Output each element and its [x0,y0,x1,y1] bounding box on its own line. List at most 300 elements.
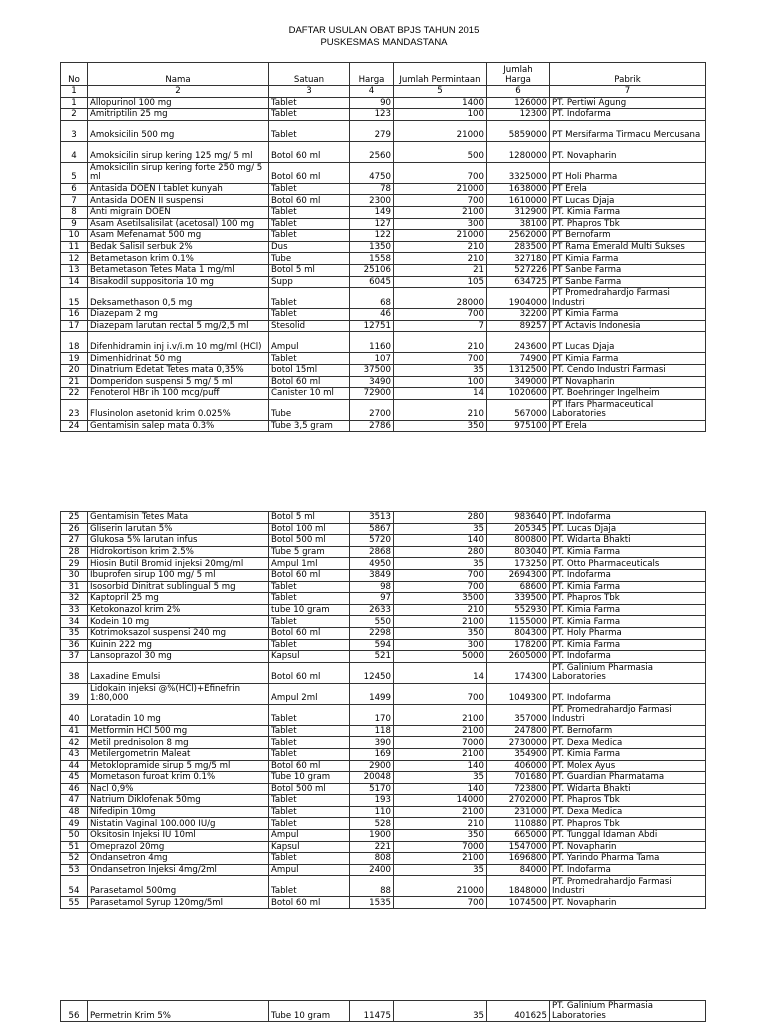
row-no: 49 [61,818,88,830]
drug-name: Permetrin Krim 5% [88,1001,269,1022]
table-row [61,512,706,524]
drug-total: 89257 [487,320,550,332]
drug-unit: Tablet [269,748,350,760]
drug-quantity: 21 [394,264,487,276]
drug-manufacturer: PT. Guardian Pharmatama [550,772,706,784]
drug-total: 2702000 [487,795,550,807]
drug-total: 12300 [487,109,550,121]
drug-price: 528 [350,818,394,830]
drug-quantity: 350 [394,420,487,432]
drug-quantity: 700 [394,569,487,581]
drug-manufacturer: PT Sanbe Farma [550,276,706,288]
drug-quantity: 14 [394,388,487,400]
drug-unit: Botol 60 ml [269,627,350,639]
drug-price: 170 [350,704,394,725]
drug-total: 2605000 [487,651,550,663]
drug-total: 723800 [487,783,550,795]
row-no: 35 [61,627,88,639]
drug-manufacturer: PT. Novapharin [550,897,706,909]
drug-unit: Botol 60 ml [269,141,350,162]
drug-price: 118 [350,725,394,737]
drug-price: 808 [350,853,394,865]
drug-name: Flusinolon asetonid krim 0.025% [88,399,269,420]
drug-price: 521 [350,651,394,663]
drug-quantity: 1400 [394,97,487,109]
table-row [61,253,706,265]
drug-name: Hidrokortison krim 2.5% [88,546,269,558]
drug-quantity: 210 [394,818,487,830]
drug-price: 2298 [350,627,394,639]
drug-unit: Tablet [269,737,350,749]
drug-unit: Ampul [269,830,350,842]
table-row [61,241,706,253]
row-no: 48 [61,806,88,818]
row-no: 12 [61,253,88,265]
drug-unit: Canister 10 ml [269,388,350,400]
drug-total: 800800 [487,535,550,547]
column-number: 7 [550,86,706,98]
drug-price: 1499 [350,683,394,704]
drug-quantity: 100 [394,109,487,121]
drug-name: Betametason krim 0.1% [88,253,269,265]
drug-manufacturer: PT. Kimia Farma [550,604,706,616]
drug-price: 221 [350,841,394,853]
drug-quantity: 700 [394,581,487,593]
row-no: 39 [61,683,88,704]
table-row [61,320,706,332]
drug-name: Nacl 0,9% [88,783,269,795]
drug-name: Omeprazol 20mg [88,841,269,853]
drug-quantity: 210 [394,332,487,353]
drug-manufacturer: PT Novapharin [550,376,706,388]
table-row [61,546,706,558]
drug-manufacturer: PT Kimia Farma [550,309,706,321]
drug-name: Isosorbid Dinitrat sublingual 5 mg [88,581,269,593]
drug-price: 2633 [350,604,394,616]
drug-quantity: 35 [394,772,487,784]
table-row [61,109,706,121]
drug-total: 74900 [487,353,550,365]
drug-total: 1020600 [487,388,550,400]
drug-unit: Tube 5 gram [269,546,350,558]
table-row [61,535,706,547]
drug-total: 173250 [487,558,550,570]
table-row [61,662,706,683]
drug-unit: Tablet [269,806,350,818]
drug-quantity: 105 [394,276,487,288]
table-row [61,388,706,400]
table-row [61,288,706,309]
drug-price: 107 [350,353,394,365]
drug-manufacturer: PT Actavis Indonesia [550,320,706,332]
row-no: 41 [61,725,88,737]
table-row [61,818,706,830]
drug-name: Asam Asetilsalisilat (acetosal) 100 mg [88,218,269,230]
drug-quantity: 2100 [394,853,487,865]
drug-manufacturer: PT. Boehringer Ingelheim [550,388,706,400]
drug-quantity: 700 [394,309,487,321]
drug-price: 390 [350,737,394,749]
row-no: 29 [61,558,88,570]
drug-name: Laxadine Emulsi [88,662,269,683]
document-title: DAFTAR USULAN OBAT BPJS TAHUN 2015 [288,25,480,36]
drug-total: 401625 [487,1001,550,1022]
drug-manufacturer: PT. Novapharin [550,841,706,853]
row-no: 37 [61,651,88,663]
drug-manufacturer: PT Bernofarm [550,230,706,242]
drug-name: Bisakodil suppositoria 10 mg [88,276,269,288]
drug-price: 594 [350,639,394,651]
drug-total: 1049300 [487,683,550,704]
drug-total: 406000 [487,760,550,772]
table-row [61,783,706,795]
drug-unit: Tube [269,253,350,265]
drug-price: 169 [350,748,394,760]
drug-quantity: 7000 [394,841,487,853]
drug-price: 2786 [350,420,394,432]
drug-price: 1160 [350,332,394,353]
drug-name: Bedak Salisil serbuk 2% [88,241,269,253]
table-row [61,581,706,593]
drug-name: Parasetamol 500mg [88,876,269,897]
row-no: 28 [61,546,88,558]
table-row [61,841,706,853]
drug-name: Gliserin larutan 5% [88,523,269,535]
drug-table-section-1 [60,62,706,432]
drug-name: Amoksicilin 500 mg [88,120,269,141]
row-no: 52 [61,853,88,865]
drug-price: 46 [350,309,394,321]
drug-manufacturer: PT Kimia Farma [550,253,706,265]
drug-unit: Ampul [269,332,350,353]
drug-unit: Tablet [269,183,350,195]
drug-name: Nistatin Vaginal 100.000 IU/g [88,818,269,830]
drug-total: 205345 [487,523,550,535]
drug-quantity: 350 [394,830,487,842]
drug-manufacturer: PT. Pertiwi Agung [550,97,706,109]
drug-total: 2694300 [487,569,550,581]
drug-unit: Tablet [269,353,350,365]
drug-manufacturer: PT. Galinium Pharmasia Laboratories [550,662,706,683]
document-subtitle: PUSKESMAS MANDASTANA [320,37,448,48]
drug-manufacturer: PT. Phapros Tbk [550,218,706,230]
drug-manufacturer: PT. Promedrahardjo Farmasi Industri [550,704,706,725]
drug-quantity: 140 [394,760,487,772]
drug-quantity: 2100 [394,616,487,628]
drug-name: Kotrimoksazol suspensi 240 mg [88,627,269,639]
drug-manufacturer: PT Holi Pharma [550,162,706,183]
drug-quantity: 21000 [394,230,487,242]
drug-price: 3513 [350,512,394,524]
drug-name: Gentamisin salep mata 0.3% [88,420,269,432]
drug-manufacturer: PT. Yarindo Pharma Tama [550,853,706,865]
drug-total: 357000 [487,704,550,725]
drug-unit: Tablet [269,795,350,807]
drug-price: 25106 [350,264,394,276]
drug-name: Domperidon suspensi 5 mg/ 5 ml [88,376,269,388]
drug-total: 339500 [487,593,550,605]
row-no: 53 [61,864,88,876]
table-row [61,593,706,605]
drug-manufacturer: PT. Widarta Bhakti [550,783,706,795]
drug-price: 5867 [350,523,394,535]
drug-name: Kodein 10 mg [88,616,269,628]
drug-total: 32200 [487,309,550,321]
drug-name: Amoksicilin sirup kering 125 mg/ 5 ml [88,141,269,162]
row-no: 31 [61,581,88,593]
drug-manufacturer: PT Erela [550,183,706,195]
row-no: 15 [61,288,88,309]
drug-manufacturer: PT. Indofarma [550,512,706,524]
drug-name: Deksamethason 0,5 mg [88,288,269,309]
drug-total: 975100 [487,420,550,432]
drug-unit: Ampul 2ml [269,683,350,704]
drug-quantity: 2100 [394,704,487,725]
drug-quantity: 7000 [394,737,487,749]
drug-name: Ondansetron 4mg [88,853,269,865]
drug-price: 2868 [350,546,394,558]
drug-name: Mometason furoat krim 0.1% [88,772,269,784]
drug-total: 68600 [487,581,550,593]
drug-name: Antasida DOEN II suspensi [88,195,269,207]
drug-quantity: 210 [394,399,487,420]
drug-unit: Tablet [269,876,350,897]
drug-total: 84000 [487,864,550,876]
drug-manufacturer: PT. Kimia Farma [550,748,706,760]
table-row [61,141,706,162]
drug-quantity: 140 [394,535,487,547]
drug-manufacturer: PT. Cendo Industri Farmasi [550,364,706,376]
drug-price: 1900 [350,830,394,842]
drug-quantity: 300 [394,639,487,651]
column-number: 3 [269,86,350,98]
drug-name: Lansoprazol 30 mg [88,651,269,663]
drug-manufacturer: PT. Dexa Medica [550,737,706,749]
drug-unit: Tablet [269,593,350,605]
row-no: 36 [61,639,88,651]
drug-unit: Botol 60 ml [269,569,350,581]
row-no: 40 [61,704,88,725]
drug-manufacturer: PT. Indofarma [550,651,706,663]
column-number: 1 [61,86,88,98]
row-no: 18 [61,332,88,353]
row-no: 55 [61,897,88,909]
table-row [61,569,706,581]
drug-total: 1848000 [487,876,550,897]
drug-unit: Botol 5 ml [269,512,350,524]
drug-price: 2400 [350,864,394,876]
drug-price: 2560 [350,141,394,162]
drug-total: 1638000 [487,183,550,195]
row-no: 51 [61,841,88,853]
drug-total: 5859000 [487,120,550,141]
drug-manufacturer: PT. Molex Ayus [550,760,706,772]
drug-price: 122 [350,230,394,242]
table-row [61,97,706,109]
drug-unit: Tube 3,5 gram [269,420,350,432]
header-pabrik: Pabrik [550,63,706,86]
drug-quantity: 280 [394,512,487,524]
drug-unit: Ampul 1ml [269,558,350,570]
drug-manufacturer: PT. Holy Pharma [550,627,706,639]
table-row [61,604,706,616]
drug-manufacturer: PT. Galinium Pharmasia Laboratories [550,1001,706,1022]
drug-unit: Supp [269,276,350,288]
drug-price: 3849 [350,569,394,581]
drug-name: Dinatrium Edetat Tetes mata 0,35% [88,364,269,376]
drug-quantity: 500 [394,141,487,162]
drug-manufacturer: PT. Novapharin [550,141,706,162]
drug-quantity: 3500 [394,593,487,605]
row-no: 33 [61,604,88,616]
drug-unit: Tablet [269,616,350,628]
drug-price: 550 [350,616,394,628]
drug-name: Kaptopril 25 mg [88,593,269,605]
drug-name: Amitriptilin 25 mg [88,109,269,121]
row-no: 8 [61,206,88,218]
row-no: 46 [61,783,88,795]
column-number-row [61,86,706,98]
drug-total: 2730000 [487,737,550,749]
drug-unit: Tablet [269,120,350,141]
drug-manufacturer: PT. Indofarma [550,569,706,581]
drug-quantity: 700 [394,162,487,183]
table-row [61,218,706,230]
table-row [61,830,706,842]
drug-price: 1350 [350,241,394,253]
drug-manufacturer: PT. Otto Pharmaceuticals [550,558,706,570]
row-no: 56 [61,1001,88,1022]
drug-total: 701680 [487,772,550,784]
drug-price: 88 [350,876,394,897]
drug-manufacturer: PT. Indofarma [550,109,706,121]
drug-quantity: 21000 [394,120,487,141]
drug-quantity: 100 [394,376,487,388]
column-number: 6 [487,86,550,98]
table-row [61,523,706,535]
drug-total: 327180 [487,253,550,265]
drug-name: Parasetamol Syrup 120mg/5ml [88,897,269,909]
drug-name: Metoklopramide sirup 5 mg/5 ml [88,760,269,772]
drug-unit: Botol 500 ml [269,783,350,795]
drug-price: 279 [350,120,394,141]
drug-name: Betametason Tetes Mata 1 mg/ml [88,264,269,276]
column-number: 5 [394,86,487,98]
drug-unit: tube 10 gram [269,604,350,616]
drug-manufacturer: PT. Phapros Tbk [550,593,706,605]
drug-price: 11475 [350,1001,394,1022]
row-no: 38 [61,662,88,683]
drug-price: 78 [350,183,394,195]
drug-price: 12751 [350,320,394,332]
drug-total: 665000 [487,830,550,842]
table-row [61,725,706,737]
drug-name: Gentamisin Tetes Mata [88,512,269,524]
drug-name: Lidokain injeksi @%(HCl)+Efinefrin 1:80,000 [88,683,269,704]
drug-total: 126000 [487,97,550,109]
table-row [61,353,706,365]
drug-quantity: 35 [394,1001,487,1022]
header-jumlah-harga: Jumlah Harga [487,63,550,86]
drug-total: 354900 [487,748,550,760]
drug-total: 2562000 [487,230,550,242]
drug-name: Anti migrain DOEN [88,206,269,218]
drug-price: 2900 [350,760,394,772]
drug-price: 90 [350,97,394,109]
row-no: 11 [61,241,88,253]
row-no: 27 [61,535,88,547]
drug-manufacturer: PT Ifars Pharmaceutical Laboratories [550,399,706,420]
row-no: 14 [61,276,88,288]
table-row [61,399,706,420]
drug-quantity: 5000 [394,651,487,663]
row-no: 17 [61,320,88,332]
table-row [61,639,706,651]
drug-unit: Tablet [269,109,350,121]
drug-total: 283500 [487,241,550,253]
row-no: 26 [61,523,88,535]
table-row [61,309,706,321]
drug-name: Allopurinol 100 mg [88,97,269,109]
drug-unit: Tablet [269,97,350,109]
header-no: No [61,63,88,86]
drug-total: 552930 [487,604,550,616]
table-row [61,806,706,818]
drug-manufacturer: PT. Bernofarm [550,725,706,737]
drug-total: 1547000 [487,841,550,853]
table-row [61,183,706,195]
drug-unit: Tablet [269,853,350,865]
table-row [61,364,706,376]
drug-price: 1558 [350,253,394,265]
drug-price: 1535 [350,897,394,909]
drug-total: 1610000 [487,195,550,207]
drug-price: 149 [350,206,394,218]
drug-unit: Tube 10 gram [269,772,350,784]
drug-manufacturer: PT. Promedrahardjo Farmasi Industri [550,876,706,897]
drug-unit: Botol 100 ml [269,523,350,535]
drug-unit: Tube 10 gram [269,1001,350,1022]
row-no: 25 [61,512,88,524]
row-no: 54 [61,876,88,897]
drug-quantity: 2100 [394,806,487,818]
row-no: 20 [61,364,88,376]
drug-unit: Tablet [269,725,350,737]
drug-total: 174300 [487,662,550,683]
drug-quantity: 280 [394,546,487,558]
drug-quantity: 700 [394,195,487,207]
row-no: 50 [61,830,88,842]
drug-quantity: 35 [394,364,487,376]
header-satuan: Satuan [269,63,350,86]
drug-name: Difenhidramin inj i.v/i.m 10 mg/ml (HCl) [88,332,269,353]
table-row [61,120,706,141]
drug-total: 38100 [487,218,550,230]
row-no: 21 [61,376,88,388]
drug-unit: Tablet [269,704,350,725]
drug-total: 247800 [487,725,550,737]
drug-price: 110 [350,806,394,818]
drug-price: 193 [350,795,394,807]
drug-manufacturer: PT. Lucas Djaja [550,523,706,535]
row-no: 9 [61,218,88,230]
drug-name: Metformin HCl 500 mg [88,725,269,737]
row-no: 30 [61,569,88,581]
drug-price: 2700 [350,399,394,420]
row-no: 6 [61,183,88,195]
drug-unit: Kapsul [269,841,350,853]
drug-manufacturer: PT. Kimia Farma [550,616,706,628]
